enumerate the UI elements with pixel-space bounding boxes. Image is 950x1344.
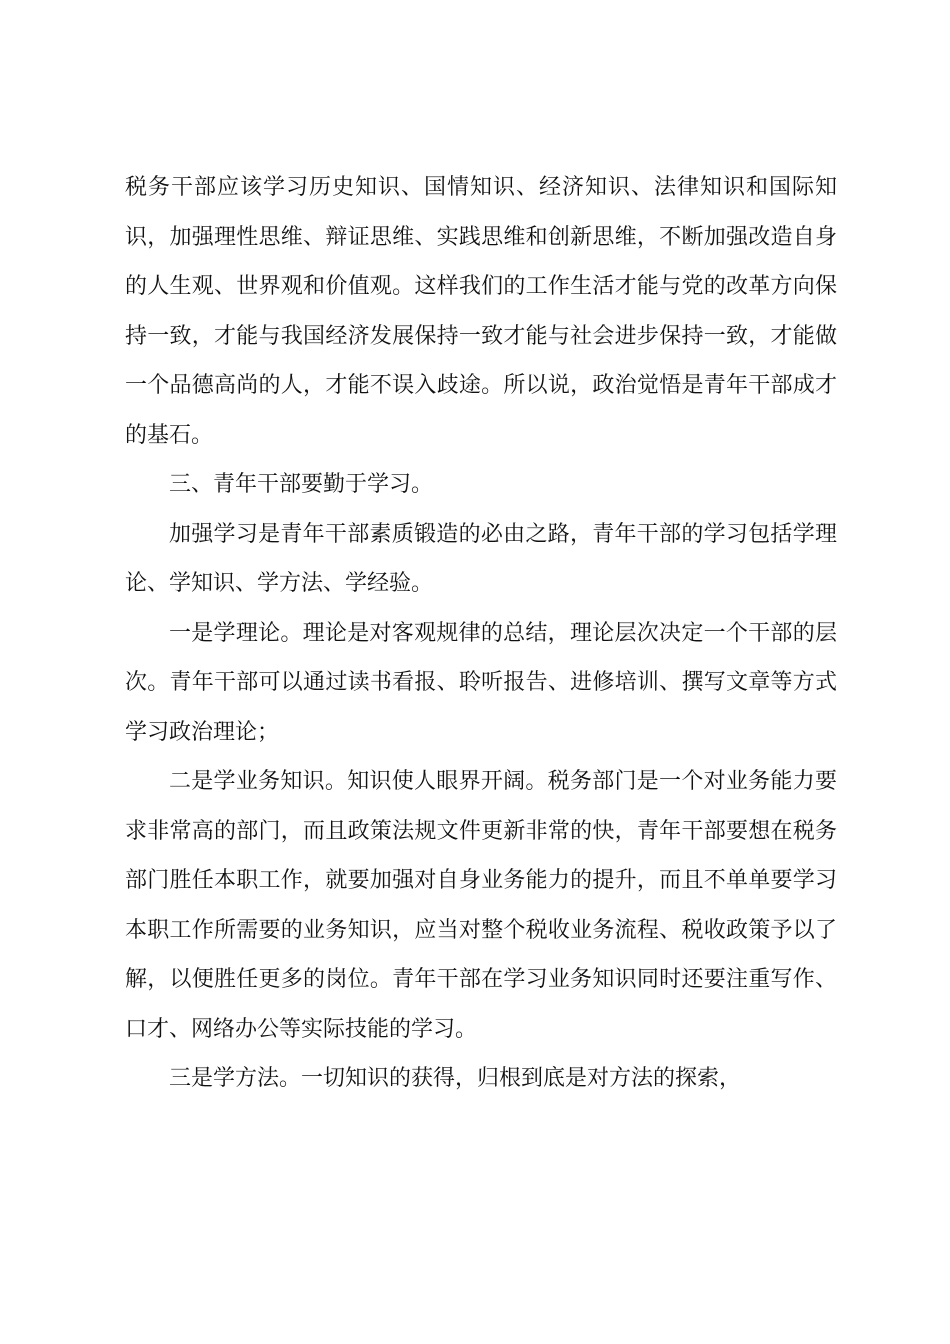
section-heading-study: 三、青年干部要勤于学习。 xyxy=(169,472,434,497)
document-body xyxy=(125,163,837,1104)
paragraph-learn-business-knowledge: 二是学业务知识。知识使人眼界开阔。税务部门是一个对业务能力要求非常高的部门，而且政策法规文件更新非常的快，青年干部要想在税务部门胜任本职工作，就要加强对自身业务能力的提升，而且不单单要学习本职工作所需要的业务知识，应当对整个税收业务流程、税收政策予以了解，以便胜任更多的岗位。青年干部在学习业务知识同时还要注重写作、口才、网络办公等实际技能的学习。 xyxy=(125,769,837,1042)
paragraph-learn-theory: 一是学理论。理论是对客观规律的总结，理论层次决定一个干部的层次。青年干部可以通过读书看报、聆听报告、进修培训、撰写文章等方式学习政治理论； xyxy=(125,620,837,745)
paragraph-study-intro: 加强学习是青年干部素质锻造的必由之路，青年干部的学习包括学理论、学知识、学方法、学经验。 xyxy=(125,521,837,596)
paragraph-learn-methods: 三是学方法。一切知识的获得，归根到底是对方法的探索， xyxy=(169,1066,742,1091)
paragraph-political-awareness: 税务干部应该学习历史知识、国情知识、经济知识、法律知识和国际知识，加强理性思维、辩证思维、实践思维和创新思维，不断加强改造自身的人生观、世界观和价值观。这样我们的工作生活才能与党的改革方向保持一致，才能与我国经济发展保持一致才能与社会进步保持一致，才能做一个品德高尚的人，才能不误入歧途。所以说，政治觉悟是青年干部成才的基石。 xyxy=(125,175,837,448)
